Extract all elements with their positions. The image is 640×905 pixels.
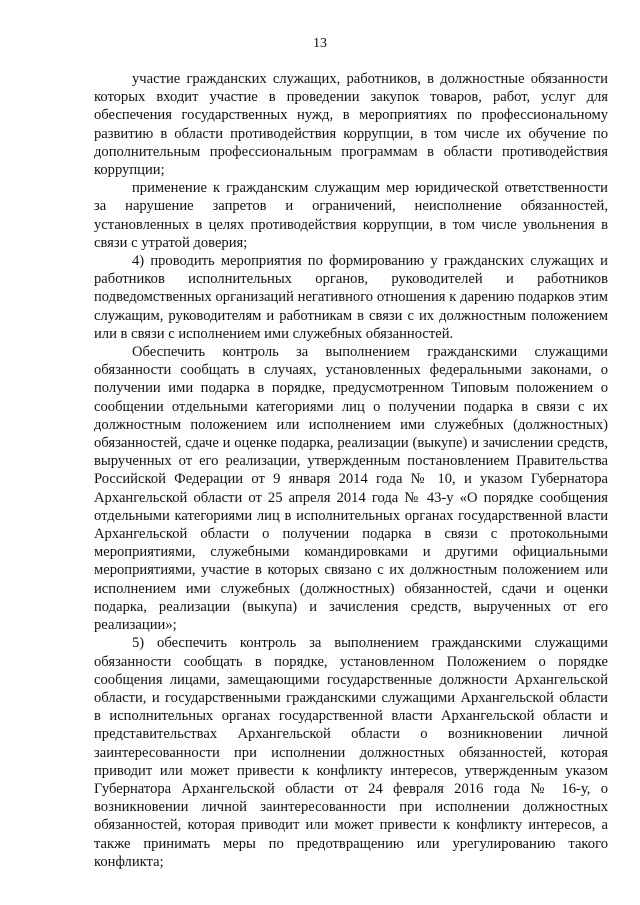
page-number: 13 [313, 36, 327, 51]
document-body [94, 70, 608, 871]
paragraph-gift-reporting-control: Обеспечить контроль за выполнением гражданскими служащими обязанности сообщать в случаях, установленных федеральными законами, о получении ими подарка в порядке, предусмотренном Типовым положением о сообщении отдельными категориями лиц о получении подарка в связи с их должностным положением или исполнением ими служебных (должностных) обязанностей, сдаче и оценке подарка, реализации (выкупе) и зачислении средств, вырученных от его реализации, утвержденным постановлением Правительства Российской Федерации от 9 января 2014 года № 10, и указом Губернатора Архангельской области от 25 апреля 2014 года № 43-у «О порядке сообщения отдельными категориями лиц в исполнительных органах государственной власти Архангельской области о получении подарка в связи с протокольными мероприятиями, служебными командировками и другими официальными мероприятиями, участие в которых связано с их должностным положением или исполнением ими служебных (должностных) обязанностей, сдачи и оценки подарка, реализации (выкупа) и зачисления средств, вырученных от его реализации»; [94, 344, 608, 634]
paragraph-legal-responsibility: применение к гражданским служащим мер юридической ответственности за нарушение запретов и ограничений, неисполнение обязанностей, установленных в целях противодействия коррупции, в том числе увольнения в связи с утратой доверия; [94, 180, 608, 251]
paragraph-participation-training: участие гражданских служащих, работников, в должностные обязанности которых входит участие в проведении закупок товаров, работ, услуг для обеспечения государственных нужд, в мероприятиях по профессиональному развитию в области противодействия коррупции, в том числе их обучение по дополнительным профессиональным программам в области противодействия коррупции; [94, 71, 608, 179]
paragraph-item-4-gifts-attitude: 4) проводить мероприятия по формированию у гражданских служащих и работников исполнительных органов, руководителей и работников подведомственных организаций негативного отношения к дарению подарков этим служащим, руководителям и работникам в связи с их должностным положением или в связи с исполнением ими служебных обязанностей. [94, 253, 608, 342]
paragraph-item-5-conflict-of-interest: 5) обеспечить контроль за выполнением гражданскими служащими обязанности сообщать в порядке, установленном Положением о порядке сообщения лицами, замещающими государственные должности Архангельской области, и государственными гражданскими служащими Архангельской области в исполнительных органах государственной власти Архангельской области и представительствах Архангельской области о возникновении личной заинтересованности при исполнении должностных обязанностей, которая приводит или может привести к конфликту интересов, утвержденным указом Губернатора Архангельской области от 24 февраля 2016 года № 16-у, о возникновении личной заинтересованности при исполнении должностных обязанностей, которая приводит или может привести к конфликту интересов, а также принимать меры по предотвращению или урегулированию такого конфликта; [94, 635, 608, 870]
